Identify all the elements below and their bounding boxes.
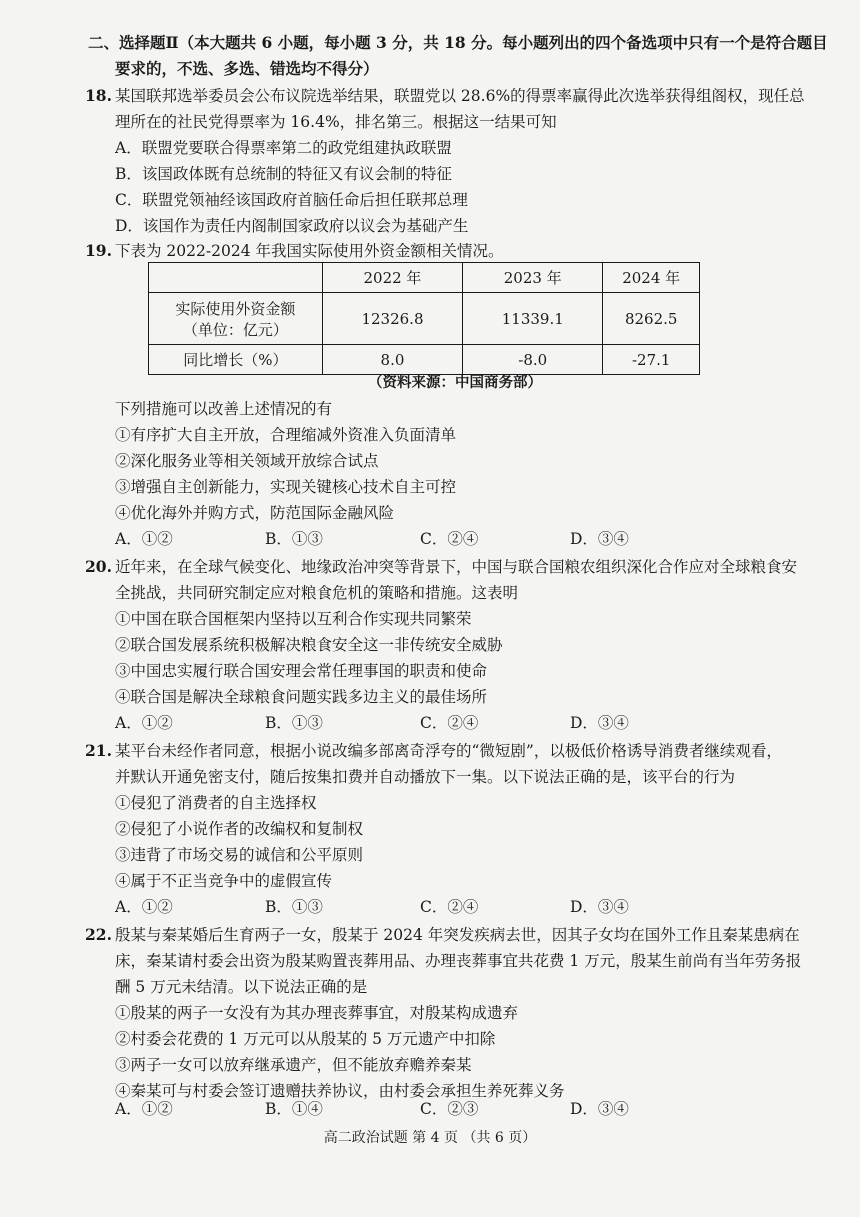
question-21-item-3: ③违背了市场交易的诚信和公平原则 [115,846,364,864]
question-18-stem-line2: 理所在的社民党得票率为 16.4%，排名第三。根据这一结果可知 [115,113,557,131]
question-22-stem-line2: 床，秦某请村委会出资为殷某购置丧葬用品、办理丧葬事宜共花费 1 万元，殷某生前尚有当年劳务报 [115,952,802,970]
question-19-item-4: ④优化海外并购方式，防范国际金融风险 [115,504,395,522]
section-header-line1: 二、选择题Ⅱ（本大题共 6 小题，每小题 3 分，共 18 分。每小题列出的四个备选项中只有一个是符合题目 [88,33,828,52]
question-22-item-3: ③两子一女可以放弃继承遗产，但不能放弃赡养秦某 [115,1056,472,1074]
question-22-stem-line1: 殷某与秦某婚后生育两子一女，殷某于 2024 年突发疾病去世，因其子女均在国外工作且秦某患病在 [115,926,800,944]
question-20-item-3: ③中国忠实履行联合国安理会常任理事国的职责和使命 [115,662,488,680]
question-20-stem-line1: 近年来，在全球气候变化、地缘政治冲突等背景下，中国与联合国粮农组织深化合作应对全球粮食安 [115,558,798,576]
question-22-choice-b: B．①④ [265,1100,323,1118]
table-amount-label-line1: 实际使用外资金额 [175,299,296,318]
question-21-choice-c: C．②④ [420,898,479,916]
question-18-stem-line1: 某国联邦选举委员会公布议院选举结果，联盟党以 28.6%的得票率赢得此次选举获得组阁权，现任总 [115,87,805,105]
question-22-item-2: ②村委会花费的 1 万元可以从殷某的 5 万元遗产中扣除 [115,1030,496,1048]
table-growth-2024: -27.1 [603,345,700,375]
question-21-number: 21. [85,741,112,760]
table-year-2022: 2022 年 [322,263,462,293]
question-18-option-c: C．联盟党领袖经该国政府首脑任命后担任联邦总理 [115,191,468,209]
question-22-number: 22. [85,925,112,944]
question-22-choice-a: A．①② [115,1100,173,1118]
question-20-stem-line2: 全挑战，共同研究制定应对粮食危机的策略和措施。这表明 [115,584,519,602]
question-22-item-4: ④秦某可与村委会签订遗赠扶养协议，由村委会承担生养死葬义务 [115,1082,565,1100]
table-amount-label-line2: （单位：亿元） [182,320,288,339]
table-growth-2023: -8.0 [463,345,603,375]
question-19-number: 19. [85,241,112,260]
table-year-2023: 2023 年 [463,263,603,293]
question-21-choice-d: D．③④ [570,898,629,916]
table-growth-label: 同比增长（%） [149,345,323,375]
question-22-choice-d: D．③④ [570,1100,629,1118]
table-corner-cell [149,263,323,293]
question-20-item-2: ②联合国发展系统积极解决粮食安全这一非传统安全威胁 [115,636,503,654]
question-18-option-d: D．该国作为责任内阁制国家政府以议会为基础产生 [115,217,469,235]
table-source-note: （资料来源：中国商务部） [368,374,542,391]
table-row-growth [149,345,700,375]
question-22-item-1: ①殷某的两子一女没有为其办理丧葬事宜，对殷某构成遗弃 [115,1004,519,1022]
question-19-item-1: ①有序扩大自主开放，合理缩减外资准入负面清单 [115,426,457,444]
question-19-item-2: ②深化服务业等相关领域开放综合试点 [115,452,379,470]
table-year-2024: 2024 年 [603,263,700,293]
question-20-item-4: ④联合国是解决全球粮食问题实践多边主义的最佳场所 [115,688,488,706]
question-19-choice-d: D．③④ [570,530,629,548]
question-19-item-3: ③增强自主创新能力，实现关键核心技术自主可控 [115,478,457,496]
table-amount-2023: 11339.1 [463,293,603,345]
question-21-choice-b: B．①③ [265,898,323,916]
question-21-item-4: ④属于不正当竞争中的虚假宣传 [115,872,333,890]
question-20-choice-a: A．①② [115,714,173,732]
question-20-choice-d: D．③④ [570,714,629,732]
question-21-item-2: ②侵犯了小说作者的改编权和复制权 [115,820,364,838]
question-19-stem: 下表为 2022-2024 年我国实际使用外资金额相关情况。 [115,242,504,260]
question-21-stem-line1: 某平台未经作者同意，根据小说改编多部离奇浮夸的“微短剧”，以极低价格诱导消费者继续观看， [115,742,782,760]
table-header-row [149,263,700,293]
question-21-stem-line2: 并默认开通免密支付，随后按集扣费并自动播放下一集。以下说法正确的是，该平台的行为 [115,768,736,786]
question-21-choice-a: A．①② [115,898,173,916]
foreign-investment-table [148,262,700,375]
page-footer: 高二政治试题 第 4 页 （共 6 页） [323,1130,537,1146]
question-19-lead: 下列措施可以改善上述情况的有 [115,400,333,418]
question-22-choice-c: C．②③ [420,1100,479,1118]
question-20-item-1: ①中国在联合国框架内坚持以互利合作实现共同繁荣 [115,610,472,628]
question-20-choice-c: C．②④ [420,714,479,732]
question-19-choice-c: C．②④ [420,530,479,548]
table-row-amount [149,293,700,345]
question-20-number: 20. [85,557,112,576]
table-amount-2024: 8262.5 [603,293,700,345]
question-22-stem-line3: 酬 5 万元未结清。以下说法正确的是 [115,978,368,996]
question-18-option-a: A．联盟党要联合得票率第二的政党组建执政联盟 [115,139,452,157]
question-18-number: 18. [85,86,112,105]
question-19-choice-b: B．①③ [265,530,323,548]
table-growth-2022: 8.0 [322,345,462,375]
question-21-item-1: ①侵犯了消费者的自主选择权 [115,794,317,812]
question-20-choice-b: B．①③ [265,714,323,732]
section-header-line2: 要求的，不选、多选、错选均不得分） [115,59,379,78]
question-19-choice-a: A．①② [115,530,173,548]
table-amount-2022: 12326.8 [322,293,462,345]
question-18-option-b: B．该国政体既有总统制的特征又有议会制的特征 [115,165,452,183]
table-amount-label [149,293,323,345]
